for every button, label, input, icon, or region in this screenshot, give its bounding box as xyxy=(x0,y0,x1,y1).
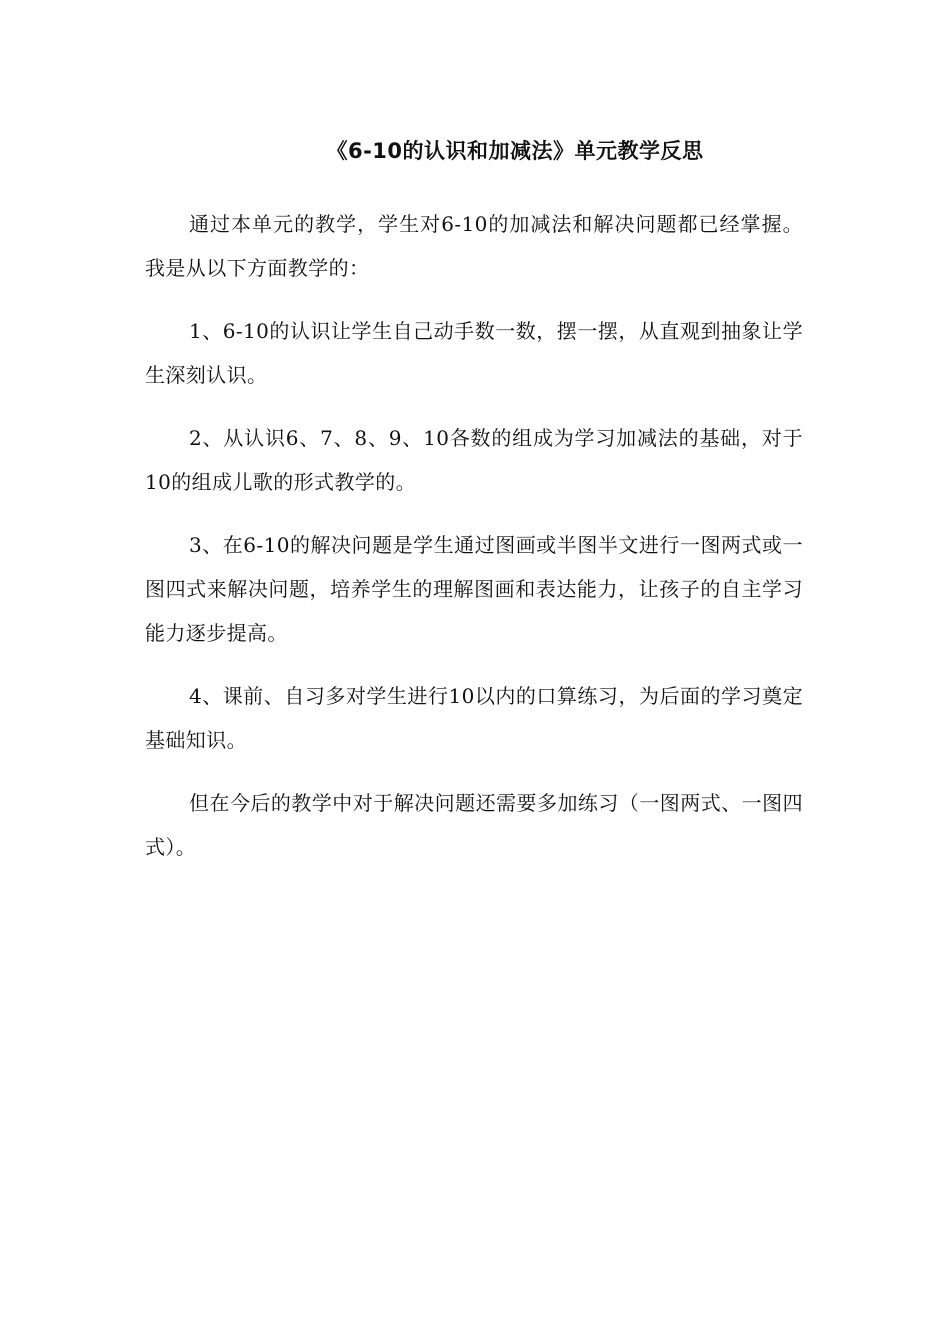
paragraph-intro: 通过本单元的教学，学生对6-10的加减法和解决问题都已经掌握。我是从以下方面教学的： xyxy=(145,212,803,280)
paragraph-point-1: 1、6-10的认识让学生自己动手数一数，摆一摆，从直观到抽象让学生深刻认识。 xyxy=(145,319,803,387)
document-body xyxy=(145,202,803,888)
paragraph-point-3: 3、在6-10的解决问题是学生通过图画或半图半文进行一图两式或一图四式来解决问题，培养学生的理解图画和表达能力，让孩子的自主学习能力逐步提高。 xyxy=(145,533,803,645)
paragraph-point-2: 2、从认识6、7、8、9、10各数的组成为学习加减法的基础，对于10的组成儿歌的形式教学的。 xyxy=(145,426,803,494)
paragraph-point-4: 4、课前、自习多对学生进行10以内的口算练习，为后面的学习奠定基础知识。 xyxy=(145,684,803,752)
document-title: 《6-10的认识和加减法》单元教学反思 xyxy=(326,139,704,163)
paragraph-conclusion: 但在今后的教学中对于解决问题还需要多加练习（一图两式、一图四式）。 xyxy=(145,791,803,859)
